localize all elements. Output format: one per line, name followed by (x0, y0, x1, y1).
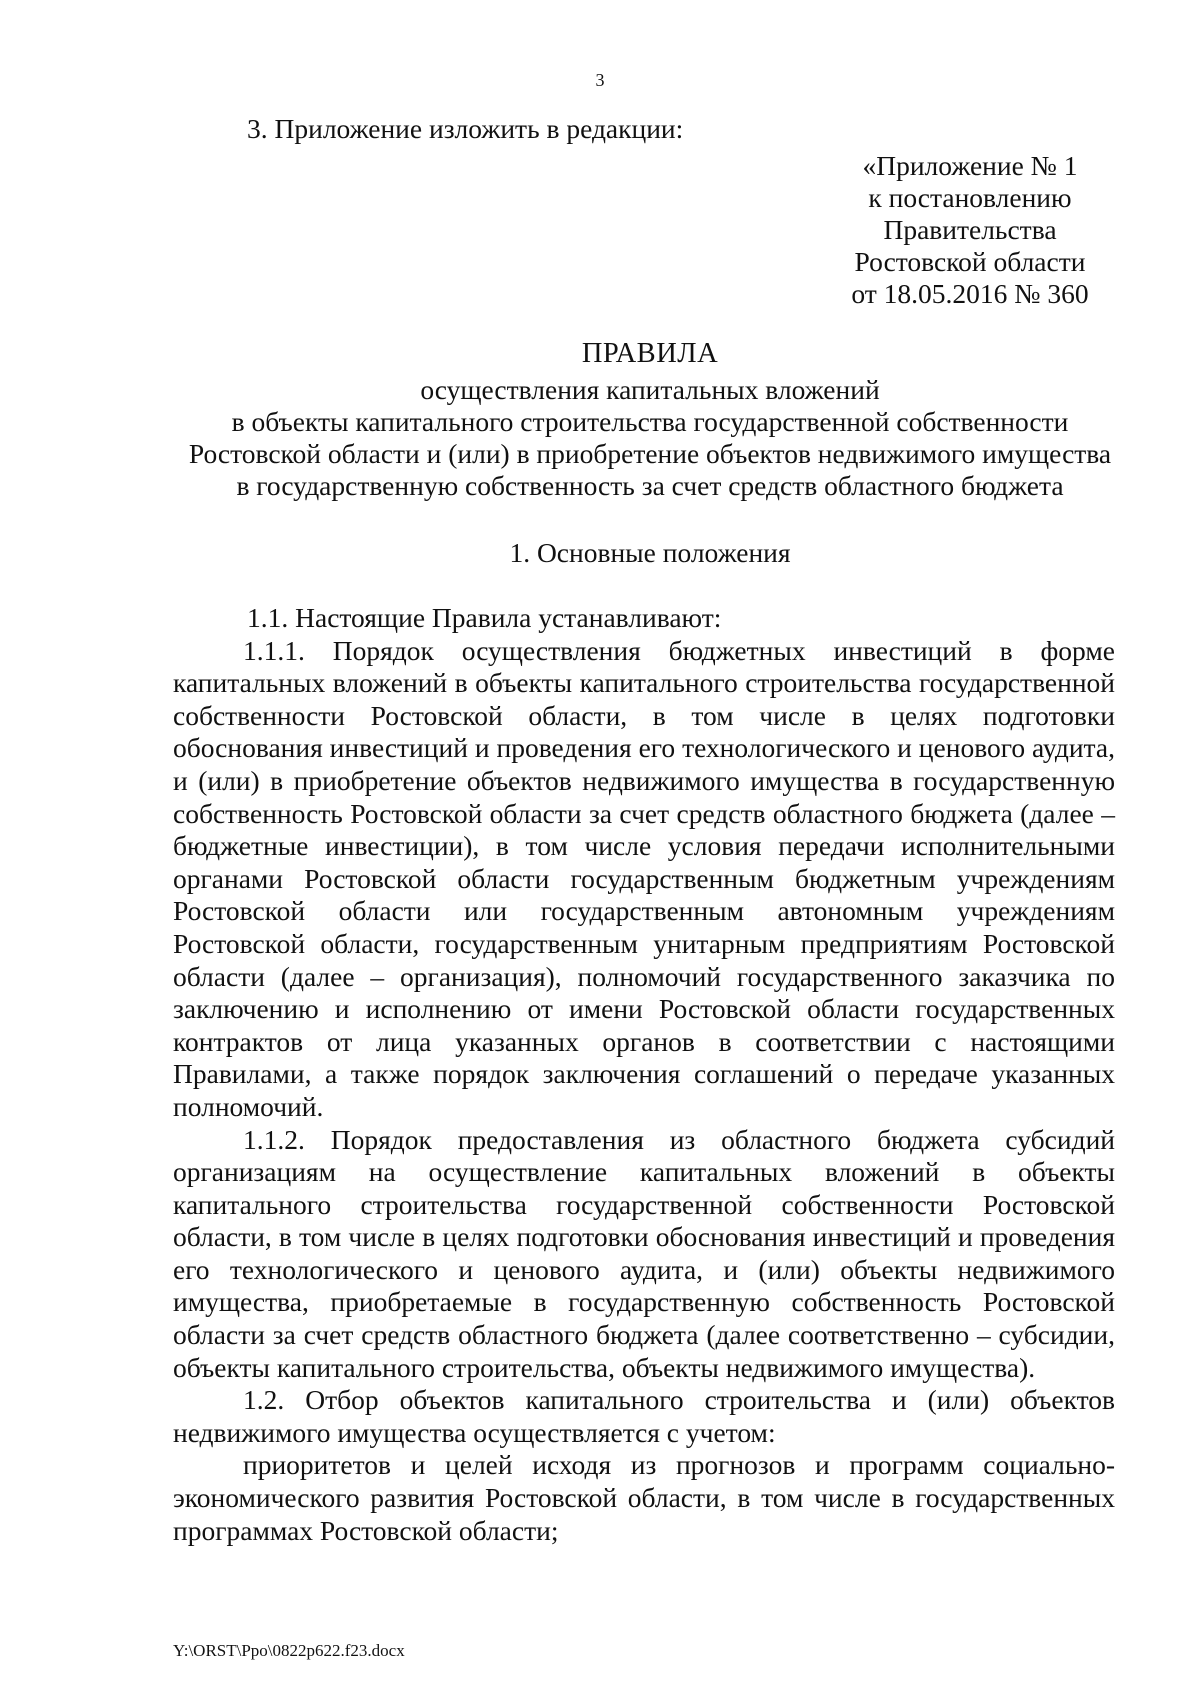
annex-line: Ростовской области (854, 246, 1086, 277)
annex-line: Правительства (883, 214, 1057, 245)
rules-subtitle-line: осуществления капитальных вложений (420, 374, 880, 405)
file-path-footer: Y:\ORST\Ppo\0822p622.f23.docx (173, 1641, 405, 1660)
paragraph: 1.1.1. Порядок осуществления бюджетных инвестиций в форме капитальных вложений в объекты капитального строительства государственной собственности Ростовской области, в том числе в целях подготовки обоснования инвестиций и проведения его технологического и ценового аудита, и (или) в приобретение объектов недвижимого имущества в государственную собственность Ростовской области за счет средств областного бюджета (далее – бюджетные инвестиции), в том числе условия передачи исполнительными органами Ростовской области государственным бюджетным учреждениям Ростовской области или государственным автономным учреждениям Ростовской области, государственным унитарным предприятиям Ростовской области (далее – организация), полномочий государственного заказчика по заключению и исполнению от имени Ростовской области государственных контрактов от лица указанных органов в соответствии с настоящими Правилами, а также порядок заключения соглашений о передаче указанных полномочий. (173, 634, 1115, 1122)
annex-line: от 18.05.2016 № 360 (851, 278, 1089, 309)
rules-subtitle-line: Ростовской области и (или) в приобретение объектов недвижимого имущества (188, 438, 1112, 469)
page-number: 3 (595, 70, 605, 90)
document-body (173, 602, 1115, 1547)
paragraph: приоритетов и целей исходя из прогнозов и программ социально-экономического развития Ростовской области, в том числе в государственных программах Ростовской области; (173, 1449, 1115, 1546)
annex-line: к постановлению (868, 182, 1072, 213)
annex-line: «Приложение № 1 (862, 150, 1078, 181)
rules-subtitle-line: в объекты капитального строительства государственной собственности (231, 406, 1069, 437)
rules-title: ПРАВИЛА (581, 338, 719, 369)
paragraph: 1.1.2. Порядок предоставления из областного бюджета субсидий организациям на осуществление капитальных вложений в объекты капитального строительства государственной собственности Ростовской области, в том числе в целях подготовки обоснования инвестиций и проведения его технологического и ценового аудита, и (или) объекты недвижимого имущества, приобретаемые в государственную собственность Ростовской области за счет средств областного бюджета (далее соответственно – субсидии, объекты капитального строительства, объекты недвижимого имущества). (173, 1123, 1115, 1383)
intro-line: 3. Приложение изложить в редакции: (247, 113, 684, 144)
paragraph: 1.2. Отбор объектов капитального строительства и (или) объектов недвижимого имущества осуществляется с учетом: (173, 1384, 1115, 1448)
section-heading: 1. Основные положения (509, 537, 791, 568)
paragraph: 1.1. Настоящие Правила устанавливают: (247, 602, 722, 633)
rules-title-block (150, 338, 1150, 502)
annex-header (830, 150, 1110, 310)
rules-subtitle-line: в государственную собственность за счет средств областного бюджета (236, 470, 1064, 501)
